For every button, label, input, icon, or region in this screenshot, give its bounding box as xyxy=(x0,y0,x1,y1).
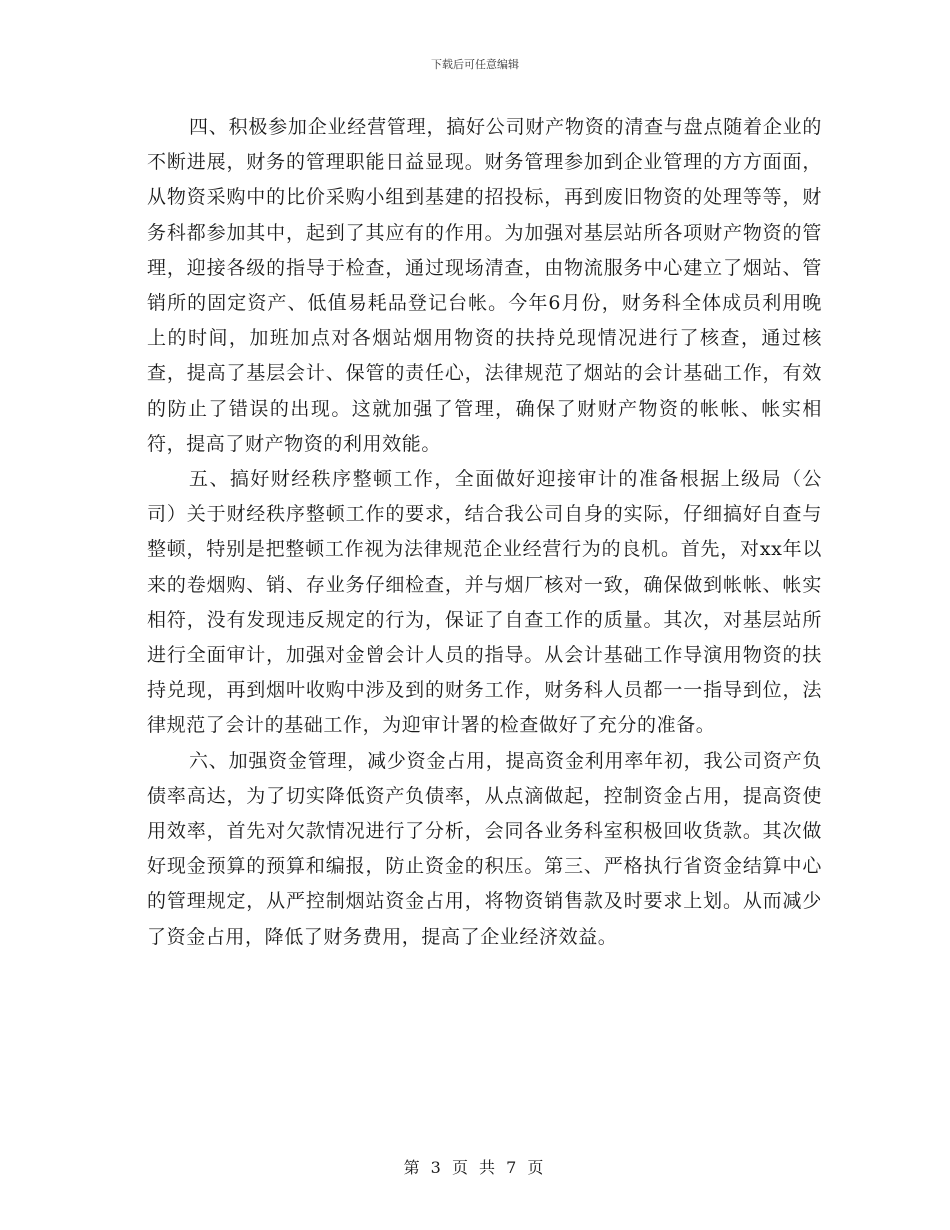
page-number-footer: 第 3 页 共 7 页 xyxy=(403,1158,547,1177)
paragraph-section-four: 四、积极参加企业经营管理，搞好公司财产物资的清查与盘点随着企业的不断进展，财务的管理职能日益显现。财务管理参加到企业管理的方方面面，从物资采购中的比价采购小组到基建的招投标，再到废旧物资的处理等等，财务科都参加其中，起到了其应有的作用。为加强对基层站所各项财产物资的管理，迎接各级的指导于检查，通过现场清查，由物流服务中心建立了烟站、管销所的固定资产、低值易耗品登记台帐。今年6月份，财务科全体成员利用晚上的时间，加班加点对各烟站烟用物资的扶持兑现情况进行了核查，通过核查，提高了基层会计、保管的责任心，法律规范了烟站的会计基础工作，有效的防止了错误的出现。这就加强了管理，确保了财财产物资的帐帐、帐实相符，提高了财产物资的利用效能。 xyxy=(147,116,822,455)
paragraph-section-six: 六、加强资金管理，减少资金占用，提高资金利用率年初，我公司资产负债率高达，为了切实降低资产负债率，从点滴做起，控制资金占用，提高资使用效率，首先对欠款情况进行了分析，会同各业务科室积极回收货款。其次做好现金预算的预算和编报，防止资金的积压。第三、严格执行省资金结算中心的管理规定，从严控制烟站资金占用，将物资销售款及时要求上划。从而减少了资金占用，降低了财务费用，提高了企业经济效益。 xyxy=(147,749,822,948)
document-body xyxy=(147,110,822,955)
paragraph-section-five: 五、搞好财经秩序整顿工作，全面做好迎接审计的准备根据上级局（公司）关于财经秩序整顿工作的要求，结合我公司自身的实际，仔细搞好自查与整顿，特别是把整顿工作视为法律规范企业经营行为的良机。首先，对xx年以来的卷烟购、销、存业务仔细检查，并与烟厂核对一致，确保做到帐帐、帐实相符，没有发现违反规定的行为，保证了自查工作的质量。其次，对基层站所进行全面审计，加强对金曾会计人员的指导。从会计基础工作导演用物资的扶持兑现，再到烟叶收购中涉及到的财务工作，财务科人员都一一指导到位，法律规范了会计的基础工作，为迎审计署的检查做好了充分的准备。 xyxy=(147,468,822,737)
page-header-note: 下载后可任意编辑 xyxy=(431,58,519,71)
